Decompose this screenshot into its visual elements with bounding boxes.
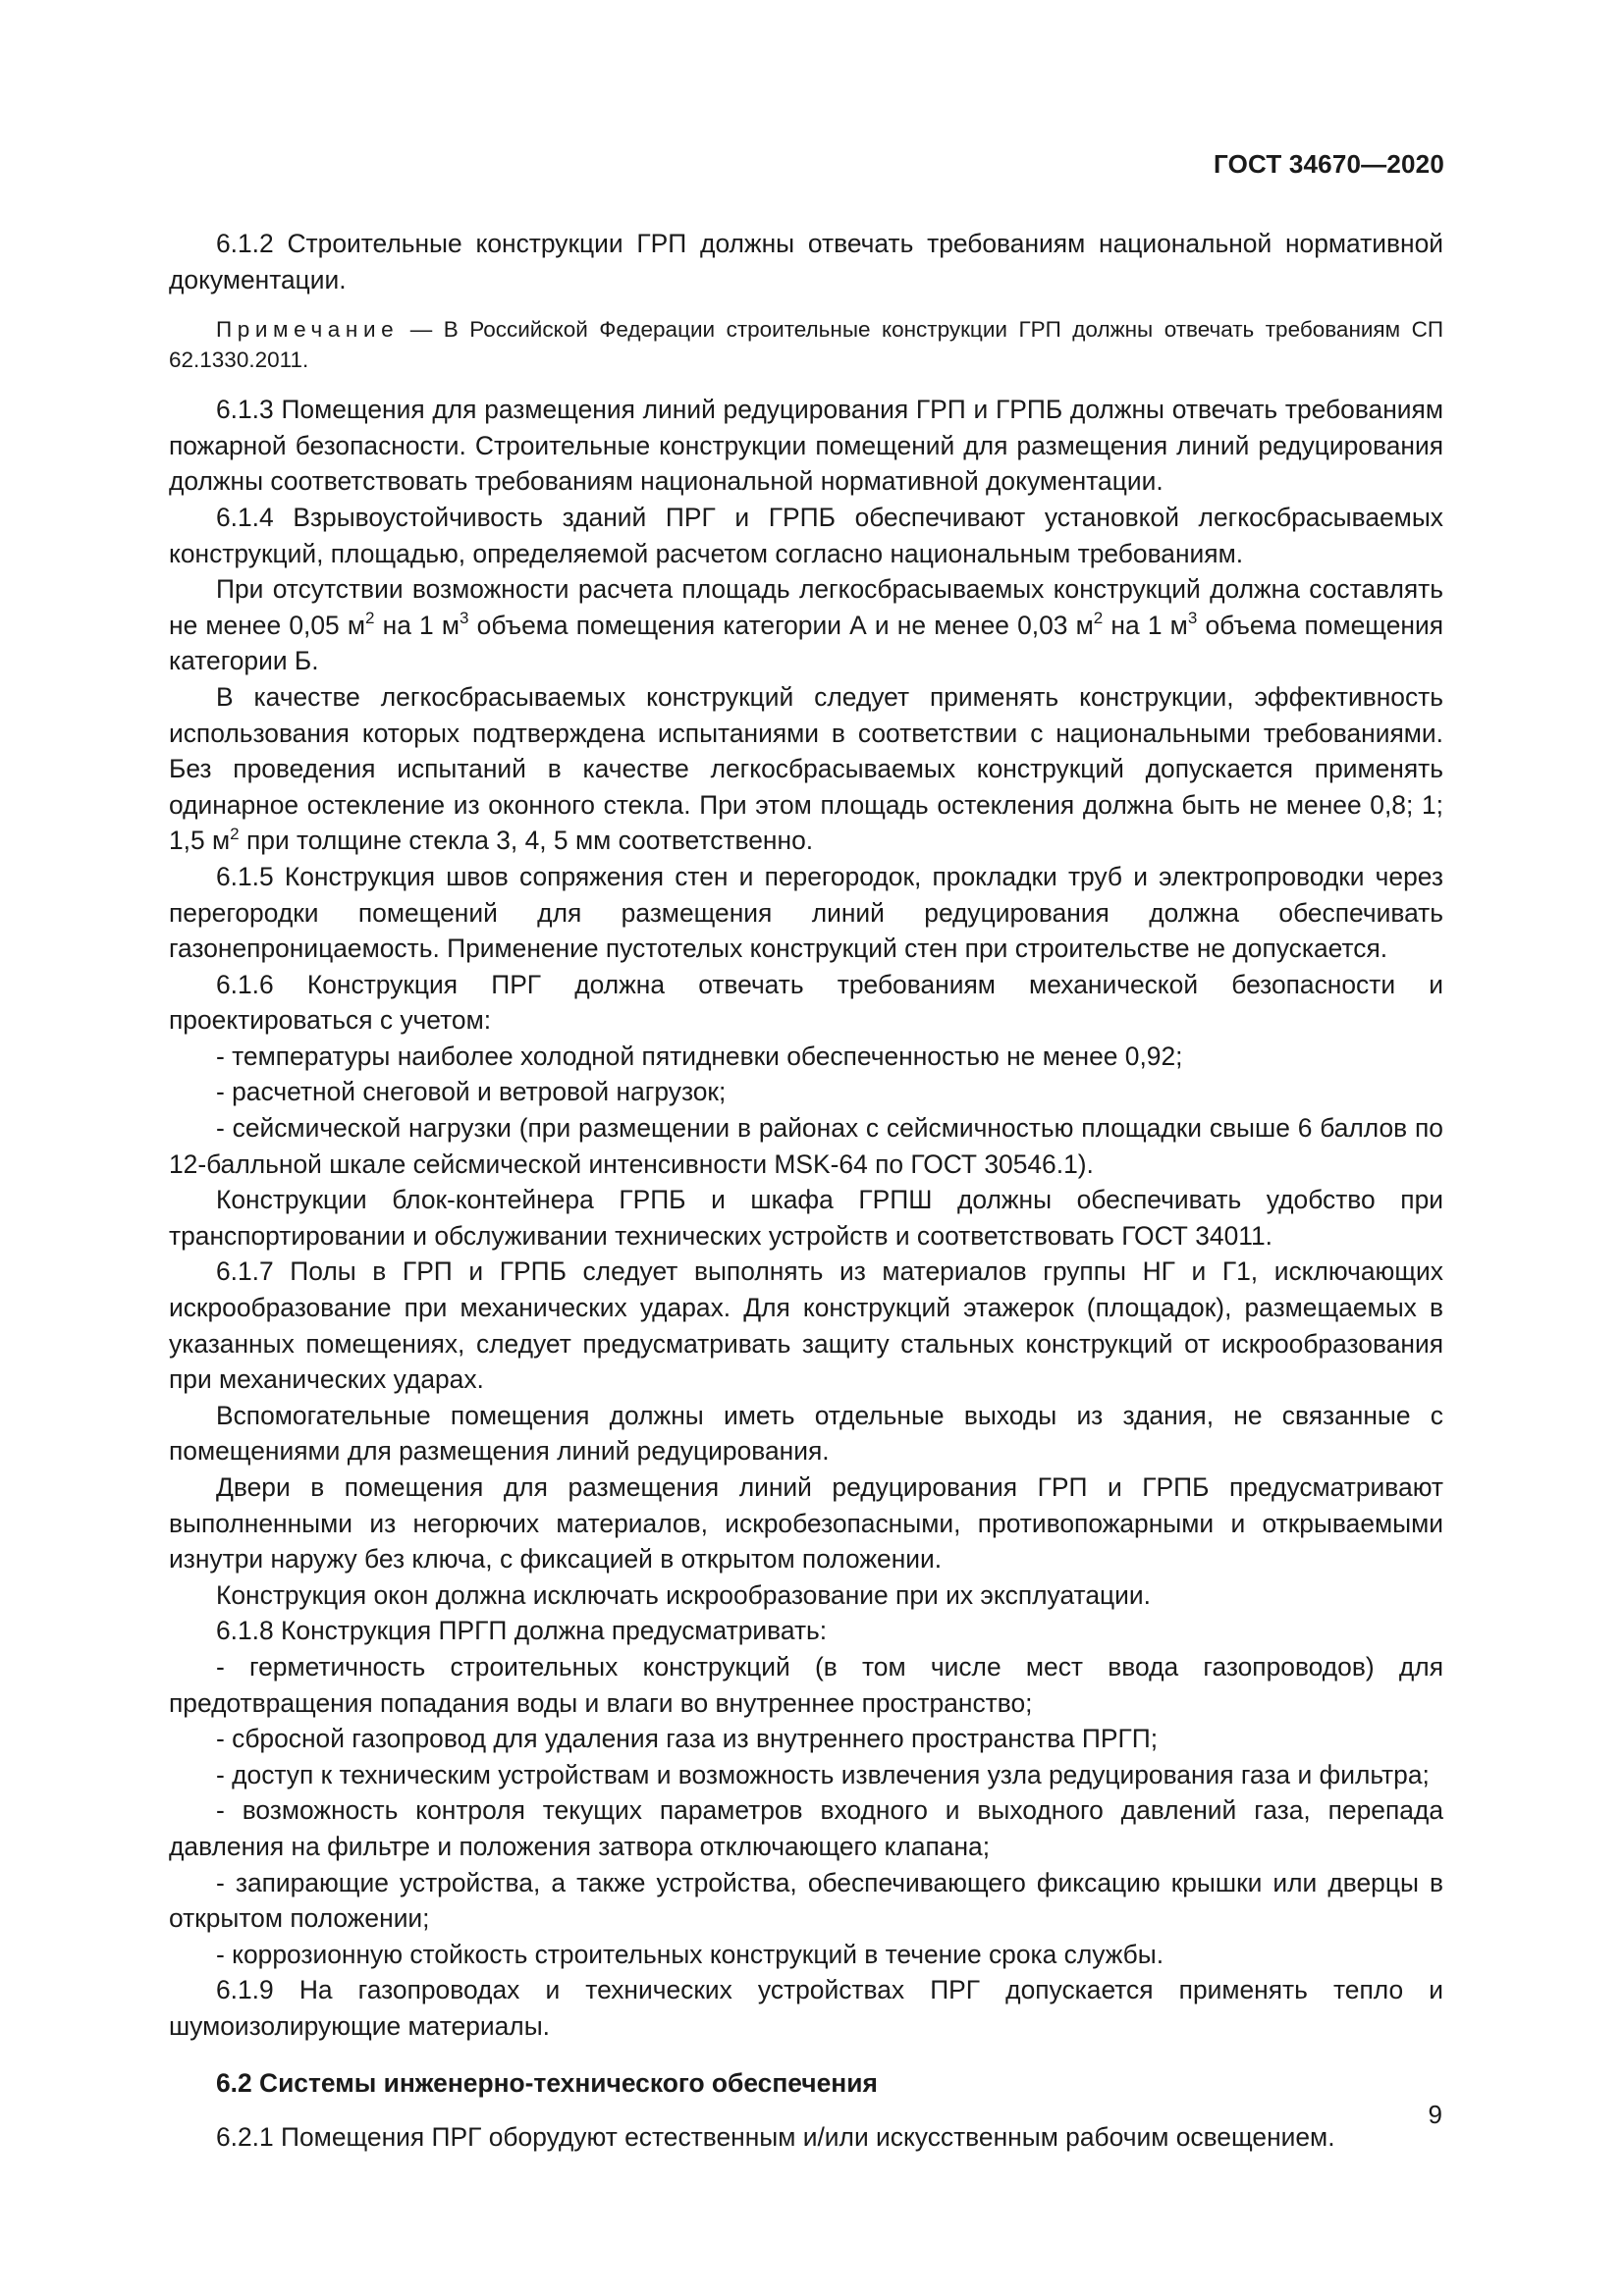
list-item: - коррозионную стойкость строительных конструкций в течение срока службы. bbox=[216, 1939, 1164, 1969]
section-heading: 6.2 Системы инженерно-технического обеспечения bbox=[216, 2067, 878, 2098]
paragraph: Конструкции блок-контейнера ГРПБ и шкафа ГРПШ должны обеспечивать удобство при транспортировании и обслуживании технических устройств и соответствовать ГОСТ 34011. bbox=[169, 1185, 1443, 1251]
paragraph: При отсутствии возможности расчета площадь легкосбрасываемых конструкций должна составлять не менее 0,05 $м^2$ на 1 $м^3$ объема помещения категории А и не менее 0,03 $м^2$ на 1 $м^3$ объема помещения категории Б. bbox=[169, 574, 1443, 676]
paragraph: Вспомогательные помещения должны иметь отдельные выходы из здания, не связанные с помещениями для размещения линий редуцирования. bbox=[169, 1400, 1443, 1467]
list-item: - сейсмической нагрузки (при размещении в районах с сейсмичностью площадки свыше 6 баллов по 12-балльной шкале сейсмической интенсивности MSK-64 по ГОСТ 30546.1). bbox=[169, 1113, 1443, 1179]
paragraph: Конструкция окон должна исключать искрообразование при их эксплуатации. bbox=[216, 1579, 1151, 1610]
note-label: Примечание bbox=[216, 317, 400, 343]
document-code-header: ГОСТ 34670—2020 bbox=[1214, 149, 1444, 179]
paragraph: 6.1.2 Строительные конструкции ГРП должны отвечать требованиям национальной нормативной документации. bbox=[169, 229, 1443, 294]
list-item: - возможность контроля текущих параметров входного и выходного давлений газа, перепада давления на фильтре и положения затвора отключающего клапана; bbox=[169, 1795, 1443, 1861]
document-body bbox=[169, 226, 1443, 2156]
list-item: - герметичность строительных конструкций (в том числе мест ввода газопроводов) для предотвращения попадания воды и влаги во внутреннее пространство; bbox=[169, 1651, 1443, 1718]
note-text: — В Российской Федерации строительные конструкции ГРП должны отвечать требованиям СП 62.1330.2011. bbox=[169, 317, 1443, 373]
paragraph: 6.1.8 Конструкция ПРГП должна предусматривать: bbox=[216, 1616, 828, 1646]
paragraph: 6.1.4 Взрывоустойчивость зданий ПРГ и ГРПБ обеспечивают установкой легкосбрасываемых конструкций, площадью, определяемой расчетом согласно национальным требованиям. bbox=[169, 502, 1443, 568]
list-item: - сбросной газопровод для удаления газа из внутреннего пространства ПРГП; bbox=[216, 1724, 1159, 1754]
page-number: 9 bbox=[1428, 2100, 1442, 2129]
paragraph: 6.2.1 Помещения ПРГ оборудуют естественным и/или искусственным рабочим освещением. bbox=[216, 2122, 1335, 2153]
paragraph: 6.1.6 Конструкция ПРГ должна отвечать требованиям механической безопасности и проектироваться с учетом: bbox=[169, 969, 1443, 1036]
list-item: - температуры наиболее холодной пятидневки обеспеченностью не менее 0,92; bbox=[216, 1041, 1183, 1071]
paragraph: Двери в помещения для размещения линий редуцирования ГРП и ГРПБ предусматривают выполненными из негорючих материалов, искробезопасными, противопожарными и открываемыми изнутри наружу без ключа, с фиксацией в открытом положении. bbox=[169, 1472, 1443, 1575]
paragraph: 6.1.3 Помещения для размещения линий редуцирования ГРП и ГРПБ должны отвечать требованиям пожарной безопасности. Строительные конструкции помещений для размещения линий редуцирования должны соответствовать требованиям национальной нормативной документации. bbox=[169, 395, 1443, 497]
paragraph: 6.1.9 На газопроводах и технических устройствах ПРГ допускается применять тепло и шумоизолирующие материалы. bbox=[169, 1975, 1443, 2041]
note bbox=[169, 314, 1443, 375]
paragraph: 6.1.5 Конструкция швов сопряжения стен и перегородок, прокладки труб и электропроводки через перегородки помещений для размещения линий редуцирования должна обеспечивать газонепроницаемость. Применение пустотелых конструкций стен при строительстве не допускается. bbox=[169, 861, 1443, 964]
list-item: - расчетной снеговой и ветровой нагрузок; bbox=[216, 1077, 727, 1107]
list-item: - запирающие устройства, а также устройства, обеспечивающего фиксацию крышки или дверцы в открытом положении; bbox=[169, 1867, 1443, 1934]
list-item: - доступ к техническим устройствам и возможность извлечения узла редуцирования газа и фильтра; bbox=[216, 1759, 1430, 1789]
paragraph: В качестве легкосбрасываемых конструкций следует применять конструкции, эффективность использования которых подтверждена испытаниями в соответствии с национальными требованиями. Без проведения испытаний в качестве легкосбрасываемых конструкций допускается применять одинарное остекление из оконного стекла. При этом площадь остекления должна быть не менее 0,8; 1; 1,5 $м^2$ при толщине стекла 3, 4, 5 мм соответственно. bbox=[169, 681, 1443, 856]
paragraph: 6.1.7 Полы в ГРП и ГРПБ следует выполнять из материалов группы НГ и Г1, исключающих искрообразование при механических ударах. Для конструкций этажерок (площадок), размещаемых в указанных помещениях, следует предусматривать защиту стальных конструкций от искрообразования при механических ударах. bbox=[169, 1256, 1443, 1395]
